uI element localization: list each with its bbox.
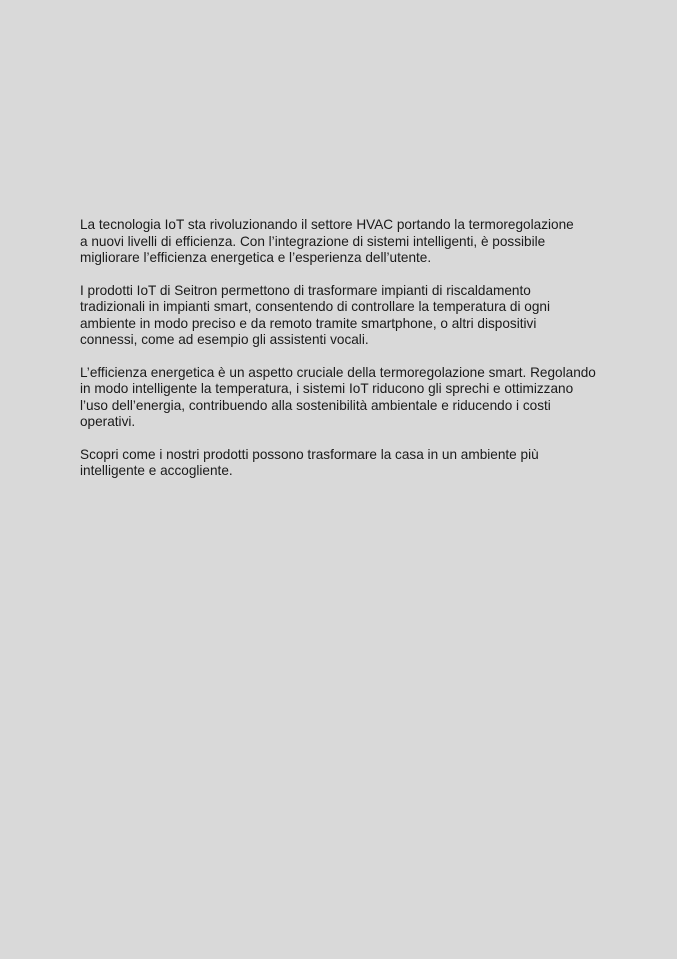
document-body bbox=[80, 217, 625, 496]
paragraph-energy-efficiency: L’efficienza energetica è un aspetto cruciale della termoregolazione smart. Regolando in modo intelligente la temperatura, i sistemi IoT riducono gli sprechi e ottimizzano l’uso dell’energia, contribuendo alla sostenibilità ambientale e riducendo i costi operativi. bbox=[80, 364, 596, 429]
paragraph-seitron-products: I prodotti IoT di Seitron permettono di trasformare impianti di riscaldamento tradizionali in impianti smart, consentendo di controllare la temperatura di ogni ambiente in modo preciso e da remoto tramite smartphone, o altri dispositivi connessi, come ad esempio gli assistenti vocali. bbox=[80, 282, 550, 347]
paragraph-call-to-discover: Scopri come i nostri prodotti possono trasformare la casa in un ambiente più intelligente e accogliente. bbox=[80, 446, 539, 478]
paragraph-iot-intro: La tecnologia IoT sta rivoluzionando il settore HVAC portando la termoregolazione a nuovi livelli di efficienza. Con l’integrazione di sistemi intelligenti, è possibile migliorare l’efficienza energetica e l’esperienza dell’utente. bbox=[80, 217, 574, 265]
